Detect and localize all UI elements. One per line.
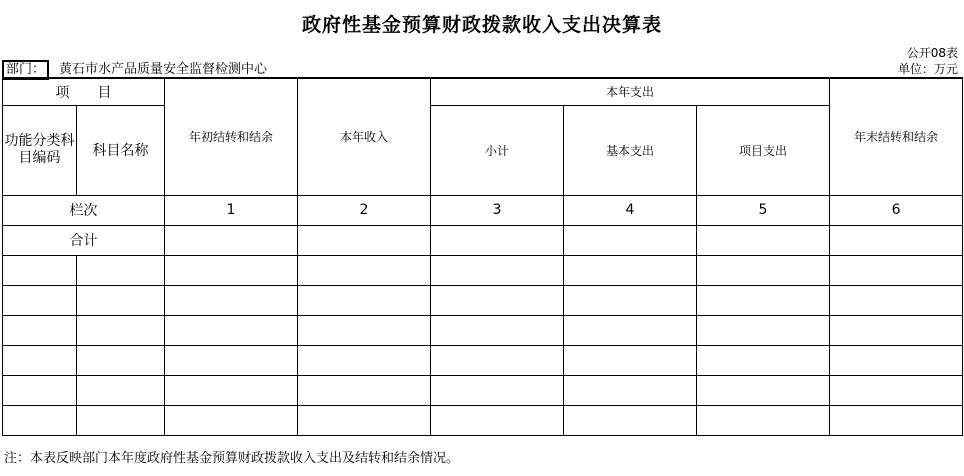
table-cell[interactable] (830, 405, 963, 435)
table-cell[interactable] (564, 405, 697, 435)
table-row (3, 315, 963, 345)
table-cell[interactable] (165, 345, 298, 375)
header-func-code[interactable]: 功能分类科目编码 (3, 105, 77, 195)
table-cell[interactable] (77, 315, 165, 345)
column-number-label[interactable]: 栏次 (3, 195, 165, 225)
table-cell[interactable] (431, 315, 564, 345)
table-cell[interactable] (564, 375, 697, 405)
table-cell[interactable] (77, 345, 165, 375)
table-cell[interactable] (431, 375, 564, 405)
table-cell[interactable] (77, 285, 165, 315)
table-cell[interactable] (564, 345, 697, 375)
department-name: 黄石市水产品质量安全监督检测中心 (59, 62, 268, 77)
footnote: 注：本表反映部门本年度政府性基金预算财政拨款收入支出及结转和结余情况。 (4, 451, 460, 466)
header-closing-balance[interactable]: 年末结转和结余 (830, 78, 963, 195)
table-cell[interactable] (830, 225, 963, 255)
table-cell[interactable] (431, 345, 564, 375)
table-cell[interactable] (298, 315, 431, 345)
header-subtotal[interactable]: 小计 (431, 105, 564, 195)
table-cell[interactable] (830, 375, 963, 405)
table-cell[interactable] (431, 285, 564, 315)
table-cell[interactable] (564, 225, 697, 255)
table-cell[interactable] (431, 225, 564, 255)
table-cell[interactable] (77, 405, 165, 435)
table-cell[interactable] (165, 285, 298, 315)
table-cell[interactable] (564, 285, 697, 315)
column-number[interactable]: 4 (564, 195, 697, 225)
header-opening-balance[interactable]: 年初结转和结余 (165, 78, 298, 195)
table-row (3, 375, 963, 405)
table-cell[interactable] (830, 255, 963, 285)
header-expenditure[interactable]: 本年支出 (431, 78, 830, 105)
table-cell[interactable] (697, 375, 830, 405)
table-cell[interactable] (564, 255, 697, 285)
table-cell[interactable] (298, 405, 431, 435)
column-number[interactable]: 3 (431, 195, 564, 225)
table-cell[interactable] (3, 255, 77, 285)
table-cell[interactable] (431, 255, 564, 285)
table-row (3, 285, 963, 315)
table-row (3, 405, 963, 435)
column-number[interactable]: 2 (298, 195, 431, 225)
report-title: 政府性基金预算财政拨款收入支出决算表 (301, 14, 662, 36)
table-cell[interactable] (298, 345, 431, 375)
table-row (3, 255, 963, 285)
table-cell[interactable] (3, 375, 77, 405)
table-cell[interactable] (3, 285, 77, 315)
table-cell[interactable] (165, 405, 298, 435)
table-cell[interactable] (830, 345, 963, 375)
table-cell[interactable] (697, 225, 830, 255)
table-cell[interactable] (77, 375, 165, 405)
table-cell[interactable] (3, 405, 77, 435)
table-cell[interactable] (165, 315, 298, 345)
table-cell[interactable] (697, 315, 830, 345)
table-cell[interactable] (3, 345, 77, 375)
table-cell[interactable] (165, 255, 298, 285)
header-item[interactable]: 项 目 (3, 78, 165, 105)
column-number[interactable]: 6 (830, 195, 963, 225)
header-project[interactable]: 项目支出 (697, 105, 830, 195)
table-cell[interactable] (298, 225, 431, 255)
table-cell[interactable] (165, 375, 298, 405)
table-cell[interactable] (77, 255, 165, 285)
column-number[interactable]: 1 (165, 195, 298, 225)
table-cell[interactable] (697, 285, 830, 315)
form-code: 公开08表 (906, 46, 958, 60)
table-cell[interactable] (697, 255, 830, 285)
header-subject-name[interactable]: 科目名称 (77, 105, 165, 195)
table-cell[interactable] (3, 315, 77, 345)
unit-label: 单位：万元 (897, 62, 958, 76)
table-cell[interactable] (697, 405, 830, 435)
department-label-cell[interactable]: 部门： (2, 60, 49, 80)
table-cell[interactable] (431, 405, 564, 435)
budget-table (2, 77, 963, 436)
header-income[interactable]: 本年收入 (298, 78, 431, 195)
total-label[interactable]: 合计 (3, 225, 165, 255)
header-basic[interactable]: 基本支出 (564, 105, 697, 195)
table-cell[interactable] (697, 345, 830, 375)
table-cell[interactable] (830, 285, 963, 315)
table-cell[interactable] (298, 285, 431, 315)
table-cell[interactable] (298, 375, 431, 405)
table-cell[interactable] (564, 315, 697, 345)
table-cell[interactable] (830, 315, 963, 345)
table-row (3, 345, 963, 375)
table-cell[interactable] (298, 255, 431, 285)
table-cell[interactable] (165, 225, 298, 255)
column-number[interactable]: 5 (697, 195, 830, 225)
